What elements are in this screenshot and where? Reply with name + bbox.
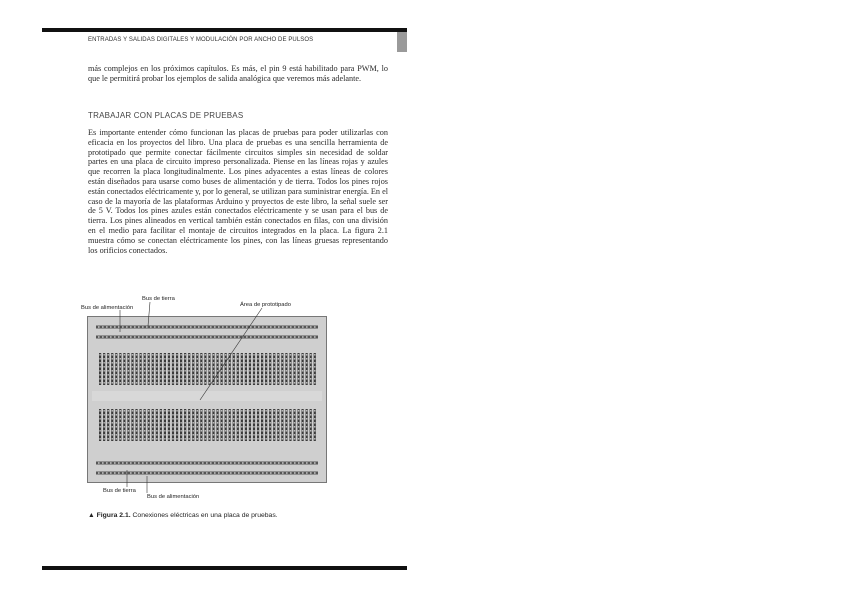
label-bus-tierra-bottom: Bus de tierra [103,488,136,494]
leader-bus-tierra-top [148,302,150,326]
label-bus-alimentacion-bottom: Bus de alimentación [147,494,200,500]
paragraph-2: Es importante entender cómo funcionan las placas de pruebas para poder utilizarlas con eficacia en los proyectos del libro. Una placa de pruebas es una sencilla herramienta de prototipado que permite conectar fácilmente circuitos simples sin necesidad de soldar partes en una placa de circuito impreso personalizada. Piense en las líneas rojas y azules que recorren la placa longitudinalmente. Los pines adyacentes a estas líneas de colores están diseñados para usarse como buses de alimentación y de tierra. Todos los pines rojos están conectados eléctricamente y, por lo general, se utilizan para suministrar energía. En el caso de la mayoría de las plataformas Arduino y proyectos de este libro, la señal suele ser de 5 V. Todos los pines azules están conectados eléctricamente y se usan para el bus de tierra. Los pines alineados en vertical también están conectados en filas, con una división en el medio para facilitar el montaje de circuitos integrados en la placa. La figura 2.1 muestra cómo se conectan eléctricamente los pines, con las líneas gruesas representando los orificios conectados. [88,128,388,255]
caption-number: ▲ Figura 2.1. [88,512,131,519]
label-bus-alimentacion-top: Bus de alimentación [81,305,134,311]
leader-area-prototipado [200,308,262,400]
bottom-rule [42,566,407,570]
label-bus-tierra-top: Bus de tierra [142,296,175,302]
figure-caption [88,512,278,519]
running-head: ENTRADAS Y SALIDAS DIGITALES Y MODULACIÓN POR ANCHO DE PULSOS [88,37,314,43]
paragraph-1: más complejos en los próximos capítulos. Es más, el pin 9 está habilitado para PWM, lo que le permitirá probar los ejemplos de salida analógica que veremos más adelante. [88,64,388,83]
label-area-prototipado: Área de prototipado [240,302,291,308]
section-heading: TRABAJAR CON PLACAS DE PRUEBAS [88,111,244,120]
caption-text: Conexiones eléctricas en una placa de pruebas. [130,512,278,519]
